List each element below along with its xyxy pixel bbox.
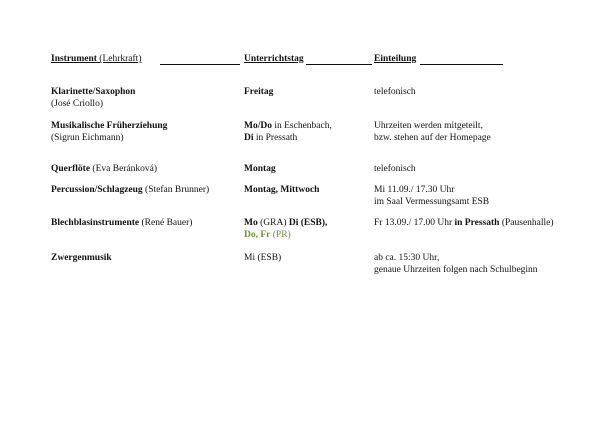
schedule-line-1: Uhrzeiten werden mitgeteilt,	[374, 121, 483, 131]
row-klarinette-schedule: telefonisch	[374, 87, 416, 97]
row-zwergenmusik-schedule	[374, 253, 538, 276]
day-mo-do: Mo/Do	[244, 121, 272, 131]
day-esb: (ESB),	[298, 218, 328, 228]
day-location-eschenbach: in Eschenbach,	[271, 121, 332, 131]
teacher-name: (Stefan Brunner)	[142, 185, 210, 195]
row-klarinette-day: Freitag	[244, 87, 274, 97]
day-pr: (PR)	[270, 229, 291, 240]
schedule-location: in Pressath	[454, 218, 500, 228]
row-blechblas-instrument	[51, 218, 192, 230]
day-gra: (GRA)	[257, 218, 289, 228]
row-blechblas-day	[244, 218, 327, 241]
schedule-line-2: genaue Uhrzeiten folgen nach Schulbeginn	[374, 264, 538, 275]
row-percussion-schedule	[374, 185, 489, 208]
schedule-date: Fr 13.09./ 17.00 Uhr	[374, 218, 455, 228]
schedule-line-2: bzw. stehen auf der Homepage	[374, 132, 491, 143]
row-frueherziehung-instrument	[51, 121, 167, 144]
row-querfloete-schedule: telefonisch	[374, 164, 416, 174]
header-teacher-label: (Lehrkraft)	[96, 54, 142, 64]
row-querfloete-instrument	[51, 164, 157, 176]
row-blechblas-schedule	[374, 218, 554, 230]
teacher-name: (Eva Beránková)	[90, 164, 158, 174]
instrument-name: Klarinette/Saxophon	[51, 87, 136, 97]
day-di: Di	[288, 218, 299, 228]
row-percussion-day: Montag, Mittwoch	[244, 185, 320, 195]
row-klarinette-instrument	[51, 87, 135, 110]
header-underline-fill-2	[306, 64, 372, 65]
row-querfloete-day: Montag	[244, 164, 276, 174]
instrument-name: Percussion/Schlagzeug	[51, 185, 143, 195]
teacher-name: (René Bauer)	[139, 218, 193, 228]
row-frueherziehung-schedule	[374, 121, 491, 144]
row-zwergenmusik-instrument: Zwergenmusik	[51, 253, 112, 263]
day-di: Di	[244, 132, 254, 143]
header-schedule: Einteilung	[374, 54, 417, 64]
schedule-line-1: ab ca. 15:30 Uhr,	[374, 253, 440, 263]
day-location-pressath: in Pressath	[253, 132, 298, 143]
day-do-fr: Do, Fr	[244, 229, 271, 240]
teacher-name: (José Criollo)	[51, 98, 103, 109]
header-day: Unterrichtstag	[244, 54, 304, 64]
row-frueherziehung-day	[244, 121, 332, 144]
schedule-line-1: Mi 11.09./ 17.30 Uhr	[374, 185, 455, 195]
header-instrument	[51, 54, 142, 66]
schedule-line-2: im Saal Vermessungsamt ESB	[374, 196, 490, 207]
header-underline-fill-1	[160, 64, 240, 65]
row-zwergenmusik-day: Mi (ESB)	[244, 253, 282, 263]
row-percussion-instrument	[51, 185, 209, 197]
teacher-name: (Sigrun Eichmann)	[51, 132, 124, 143]
instrument-name: Querflöte	[51, 164, 91, 174]
instrument-name: Blechblasinstrumente	[51, 218, 140, 228]
header-instrument-label: Instrument	[51, 54, 97, 64]
schedule-room: (Pausenhalle)	[499, 218, 554, 228]
day-mo: Mo	[244, 218, 258, 228]
instrument-name: Musikalische Früherziehung	[51, 121, 168, 131]
header-underline-fill-3	[420, 64, 503, 65]
